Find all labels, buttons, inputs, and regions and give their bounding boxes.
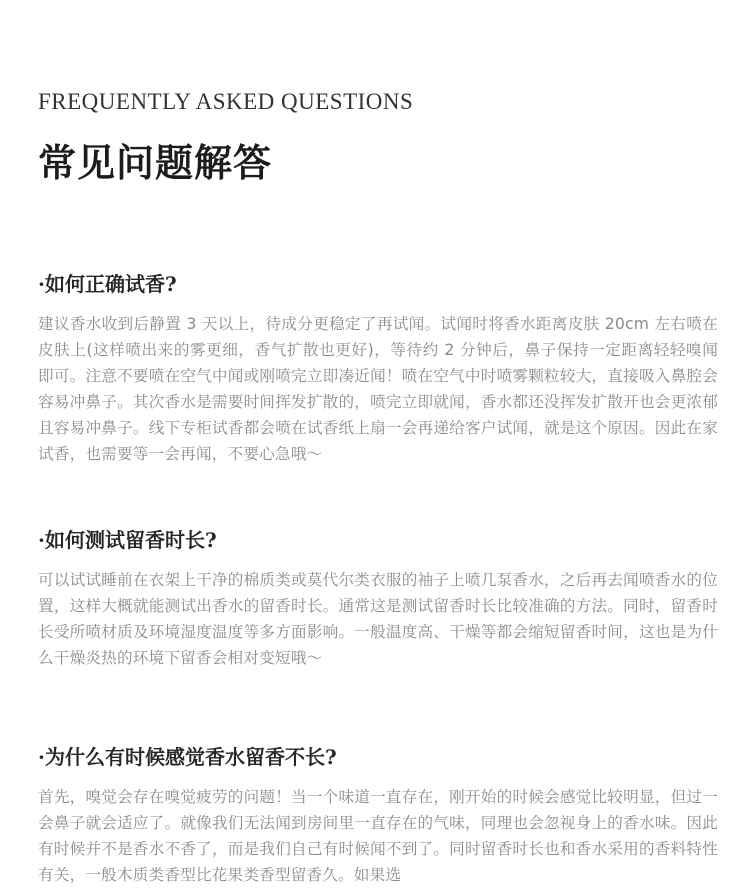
faq-question: ·如何测试留香时长?: [38, 528, 217, 552]
page-title: 常见问题解答: [38, 140, 273, 185]
faq-item: [38, 270, 718, 467]
section-eyebrow: FREQUENTLY ASKED QUESTIONS: [38, 89, 414, 114]
faq-item: [38, 526, 718, 671]
faq-question: ·如何正确试香?: [38, 272, 177, 296]
faq-question: ·为什么有时候感觉香水留香不长?: [38, 745, 337, 769]
faq-item: [38, 743, 718, 888]
faq-answer: 建议香水收到后静置 3 天以上，待成分更稳定了再试闻。试闻时将香水距离皮肤 20cm 左右喷在皮肤上(这样喷出来的雾更细，香气扩散也更好)，等待约 2 分钟后，鼻子保持一定距离轻轻嗅闻即可。注意不要喷在空气中闻或刚喷完立即凑近闻！喷在空气中时喷雾颗粒较大，直接吸入鼻腔会容易冲鼻子。其次香水是需要时间挥发扩散的，喷完立即就闻，香水都还没挥发扩散开也会更浓郁且容易冲鼻子。线下专柜试香都会喷在试香纸上扇一会再递给客户试闻，就是这个原因。因此在家试香，也需要等一会再闻，不要心急哦～: [38, 315, 718, 463]
faq-answer: 可以试试睡前在衣架上干净的棉质类或莫代尔类衣服的袖子上喷几泵香水，之后再去闻喷香水的位置，这样大概就能测试出香水的留香时长。通常这是测试留香时长比较准确的方法。同时，留香时长受所喷材质及环境湿度温度等多方面影响。一般温度高、干燥等都会缩短留香时间，这也是为什么干燥炎热的环境下留香会相对变短哦～: [38, 571, 718, 667]
faq-answer: 首先，嗅觉会存在嗅觉疲劳的问题！当一个味道一直存在，刚开始的时候会感觉比较明显，但过一会鼻子就会适应了。就像我们无法闻到房间里一直存在的气味，同理也会忽视身上的香水味。因此有时候并不是香水不香了，而是我们自己有时候闻不到了。同时留香时长也和香水采用的香料特性有关，一般木质类香型比花果类香型留香久。如果选: [38, 788, 718, 884]
